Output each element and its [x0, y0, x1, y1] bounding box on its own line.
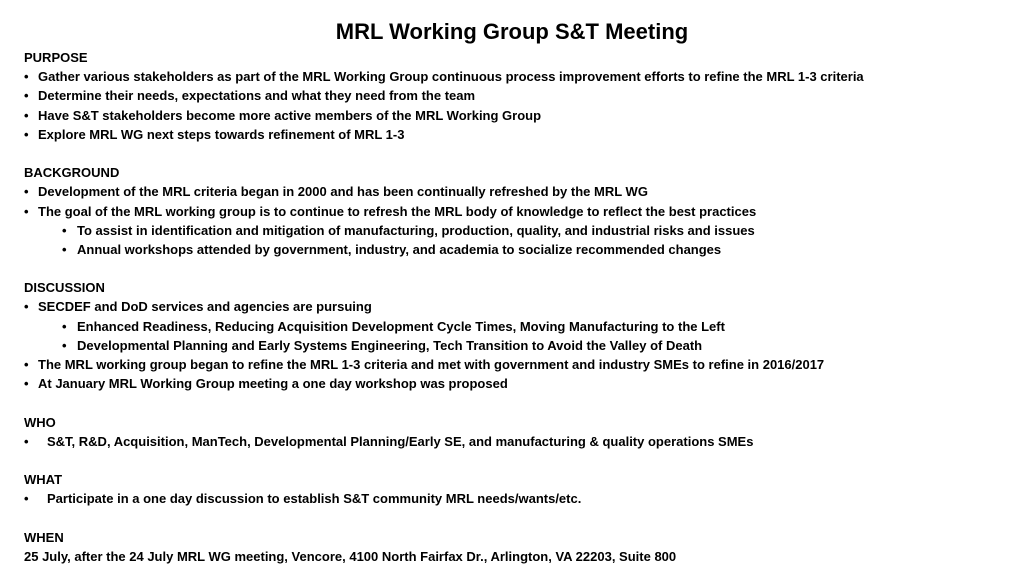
sub-list-item: • Annual workshops attended by government, industry, and academia to socialize recommended changes — [24, 240, 1014, 259]
list-item: • The goal of the MRL working group is to continue to refresh the MRL body of knowledge to reflect the best practices — [24, 202, 1014, 221]
when-heading: WHEN — [24, 529, 64, 545]
slide-body — [24, 48, 1014, 566]
sub-list-item: • To assist in identification and mitigation of manufacturing, production, quality, and industrial risks and issues — [24, 221, 1014, 240]
when-text: 25 July, after the 24 July MRL WG meeting, Vencore, 4100 North Fairfax Dr., Arlington, VA 22203, Suite 800 — [24, 548, 677, 564]
what-list — [24, 489, 1014, 508]
sub-list-item: • Enhanced Readiness, Reducing Acquisition Development Cycle Times, Moving Manufacturing to the Left — [24, 317, 1014, 336]
list-item: • Development of the MRL criteria began in 2000 and has been continually refreshed by the MRL WG — [24, 182, 1014, 201]
list-item: • S&T, R&D, Acquisition, ManTech, Developmental Planning/Early SE, and manufacturing & quality operations SMEs — [24, 432, 1014, 451]
list-item: • Determine their needs, expectations and what they need from the team — [24, 86, 1014, 105]
list-item: • SECDEF and DoD services and agencies are pursuing — [24, 297, 1014, 316]
discussion-heading: DISCUSSION — [24, 280, 105, 296]
discussion-list — [24, 297, 1014, 393]
list-item: • The MRL working group began to refine the MRL 1-3 criteria and met with government and industry SMEs to refine in 2016/2017 — [24, 355, 1014, 374]
who-list — [24, 432, 1014, 451]
background-heading: BACKGROUND — [24, 165, 120, 181]
list-item: • Gather various stakeholders as part of the MRL Working Group continuous process improvement efforts to refine the MRL 1-3 criteria — [24, 67, 1014, 86]
sub-list-item: • Developmental Planning and Early Systems Engineering, Tech Transition to Avoid the Valley of Death — [24, 336, 1014, 355]
list-item: • Participate in a one day discussion to establish S&T community MRL needs/wants/etc. — [24, 489, 1014, 508]
what-heading: WHAT — [24, 472, 63, 488]
list-item: • Have S&T stakeholders become more active members of the MRL Working Group — [24, 106, 1014, 125]
background-list — [24, 182, 1014, 259]
list-item: • Explore MRL WG next steps towards refinement of MRL 1-3 — [24, 125, 1014, 144]
purpose-list — [24, 67, 1014, 144]
who-heading: WHO — [24, 414, 56, 430]
page-title: MRL Working Group S&T Meeting — [335, 19, 689, 44]
list-item: • At January MRL Working Group meeting a one day workshop was proposed — [24, 374, 1014, 393]
purpose-heading: PURPOSE — [24, 50, 88, 65]
